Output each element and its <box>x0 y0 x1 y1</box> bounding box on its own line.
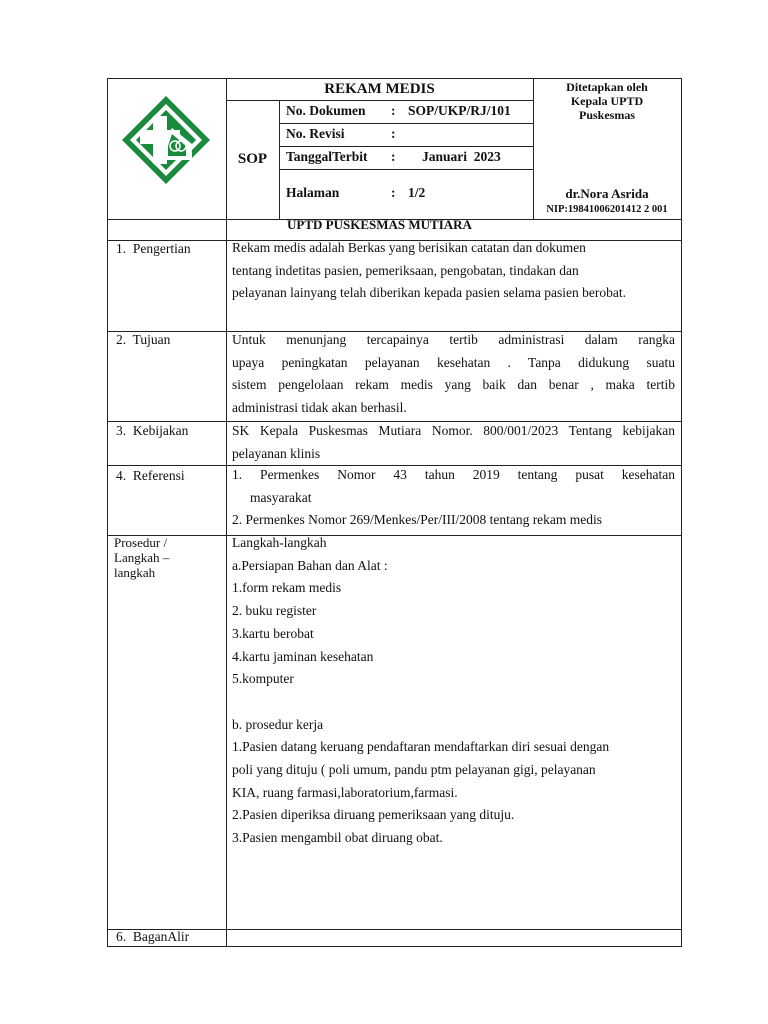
text-line: 3.Pasien mengambil obat diruang obat. <box>232 830 443 846</box>
field-value-halaman: 1/2 <box>408 185 426 200</box>
text-line: masyarakat <box>250 489 312 505</box>
field-value-tanggal-terbit: Januari 2023 <box>422 149 501 164</box>
institution-name: UPTD PUSKESMAS MUTIARA <box>287 217 472 232</box>
text-line: Rekam medis adalah Berkas yang berisikan catatan dan dokumen <box>232 240 586 255</box>
section-label-referensi: 4. Referensi <box>116 468 185 483</box>
field-label-no-dokumen: No. Dokumen <box>286 103 366 118</box>
section-label-bagan-alir: 6. BaganAlir <box>116 929 190 944</box>
text-line: 5.komputer <box>232 671 294 687</box>
sop-label: SOP <box>237 151 268 167</box>
section-label-kebijakan: 3. Kebijakan <box>116 423 189 438</box>
prosedur-label-line: Langkah – <box>114 550 170 565</box>
signer-name: dr.Nora Asrida <box>565 186 649 201</box>
field-sep: : <box>391 149 396 164</box>
text-line: 1. Permenkes Nomor 43 tahun 2019 tentang pusat kesehatan <box>232 467 675 482</box>
ditetapkan-line: Puskesmas <box>578 108 635 122</box>
ditetapkan-block <box>533 78 681 122</box>
field-sep: : <box>391 185 396 200</box>
kebijakan-content <box>232 420 675 465</box>
document-title: REKAM MEDIS <box>324 81 435 97</box>
pengertian-content <box>232 237 675 305</box>
text-line: b. prosedur kerja <box>232 716 324 732</box>
text-line: sistem pengelolaan rekam medis yang baik dan benar , maka tertib <box>232 377 675 393</box>
text-line: 1.Pasien datang keruang pendaftaran mendaftarkan diri sesuai dengan <box>232 739 610 755</box>
signer-nip: NIP:19841006201412 2 001 <box>546 204 668 215</box>
field-value-no-dokumen: SOP/UKP/RJ/101 <box>408 103 511 118</box>
field-sep: : <box>391 103 396 118</box>
section-label-pengertian: 1. Pengertian <box>116 241 191 256</box>
referensi-content <box>232 464 675 532</box>
ditetapkan-line: Ditetapkan oleh <box>566 80 648 94</box>
text-line: 3.kartu berobat <box>232 625 314 641</box>
tujuan-content <box>232 329 675 420</box>
text-line: 2.Pasien diperiksa diruang pemeriksaan yang dituju. <box>232 807 515 823</box>
text-line: pelayanan lainyang telah diberikan kepada pasien selama pasien berobat. <box>232 285 626 301</box>
field-sep: : <box>391 126 396 141</box>
text-line: SK Kepala Puskesmas Mutiara Nomor. 800/001/2023 Tentang kebijakan <box>232 423 675 438</box>
field-label-tanggal-terbit: TanggalTerbit <box>286 149 368 164</box>
text-line: tentang indetitas pasien, pemeriksaan, pengobatan, tindakan dan <box>232 262 579 278</box>
text-line: upaya peningkatan pelayanan kesehatan . Tanpa didukung suatu <box>232 354 675 370</box>
section-label-tujuan: 2. Tujuan <box>116 332 171 347</box>
section-label-prosedur <box>114 535 169 580</box>
text-line: pelayanan klinis <box>232 445 321 461</box>
prosedur-content <box>232 532 675 850</box>
text-line: 4.kartu jaminan kesehatan <box>232 648 374 664</box>
prosedur-label-line: Prosedur / <box>114 535 168 550</box>
text-line: KIA, ruang farmasi,laboratorium,farmasi. <box>232 784 458 800</box>
text-line: Langkah-langkah <box>232 535 327 550</box>
field-label-no-revisi: No. Revisi <box>286 126 345 141</box>
puskesmas-logo <box>120 94 212 186</box>
text-line: administrasi tidak akan berhasil. <box>232 400 407 416</box>
text-line: Untuk menunjang tercapainya tertib administrasi dalam rangka <box>232 332 675 347</box>
text-line: poli yang dituju ( poli umum, pandu ptm pelayanan gigi, pelayanan <box>232 762 596 778</box>
text-line: 2. buku register <box>232 603 317 619</box>
blank-line <box>232 691 675 714</box>
text-line: a.Persiapan Bahan dan Alat : <box>232 557 388 573</box>
text-line: 1.form rekam medis <box>232 580 342 596</box>
prosedur-label-line: langkah <box>114 565 156 580</box>
field-label-halaman: Halaman <box>286 185 340 200</box>
ditetapkan-line: Kepala UPTD <box>570 94 644 108</box>
text-line: 2. Permenkes Nomor 269/Menkes/Per/III/2008 tentang rekam medis <box>232 512 603 528</box>
